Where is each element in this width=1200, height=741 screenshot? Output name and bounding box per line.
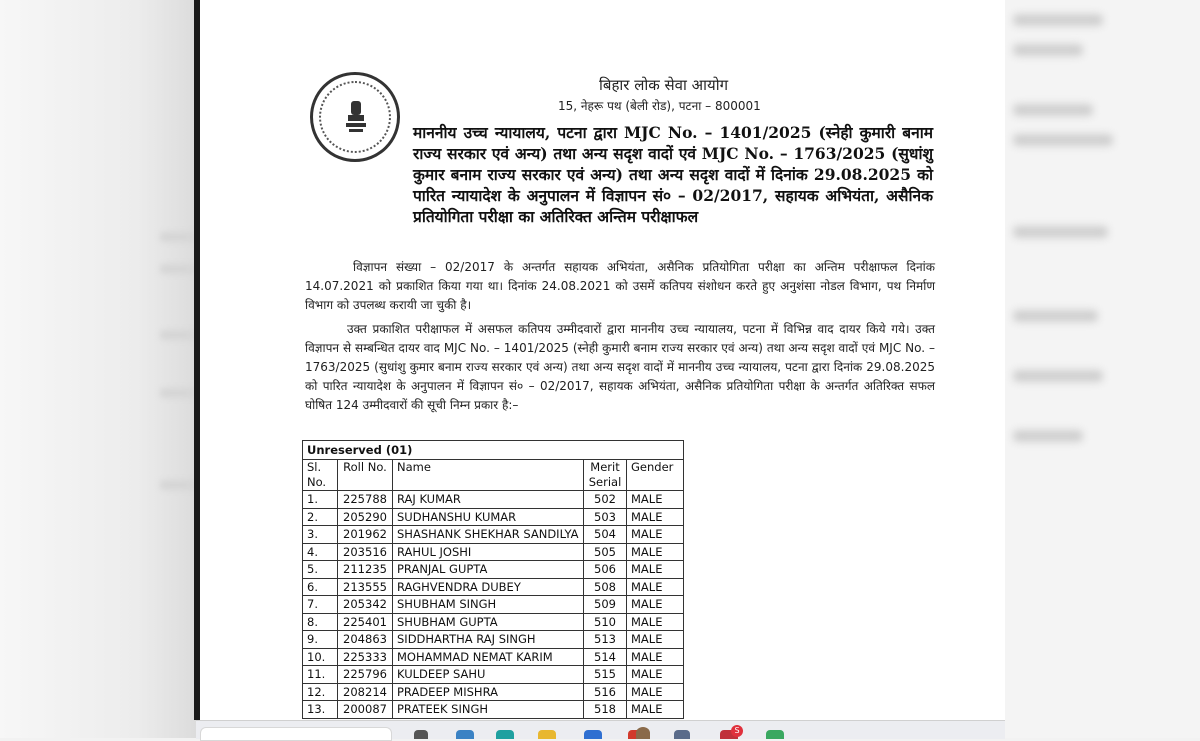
notification-badge: S <box>731 725 743 737</box>
document-page <box>200 0 1005 720</box>
cell-merit-serial: 513 <box>584 631 627 649</box>
cell-merit-serial: 515 <box>584 666 627 684</box>
blurred-text <box>160 232 196 242</box>
table-row <box>303 578 684 596</box>
blurred-text <box>1013 430 1083 442</box>
results-table <box>302 440 684 719</box>
cell-merit-serial: 505 <box>584 543 627 561</box>
table-row <box>303 683 684 701</box>
organization-address: 15, नेहरू पथ (बेली रोड), पटना – 800001 <box>558 99 761 113</box>
profile-avatar-icon[interactable] <box>636 727 650 739</box>
cell-name: SHUBHAM SINGH <box>393 596 584 614</box>
cell-sl: 2. <box>303 508 338 526</box>
table-row <box>303 596 684 614</box>
cell-merit-serial: 516 <box>584 683 627 701</box>
cell-roll-no: 200087 <box>338 701 393 719</box>
blurred-text <box>160 330 196 340</box>
cell-roll-no: 205342 <box>338 596 393 614</box>
cell-roll-no: 204863 <box>338 631 393 649</box>
col-header-name: Name <box>393 460 584 491</box>
blurred-text <box>160 388 196 398</box>
cell-sl: 10. <box>303 648 338 666</box>
cell-roll-no: 211235 <box>338 561 393 579</box>
cell-roll-no: 213555 <box>338 578 393 596</box>
table-row <box>303 526 684 544</box>
blurred-text <box>160 264 196 274</box>
cell-name: PRATEEK SINGH <box>393 701 584 719</box>
cell-gender: MALE <box>627 491 684 509</box>
cell-sl: 8. <box>303 613 338 631</box>
cell-gender: MALE <box>627 578 684 596</box>
background-left-blur <box>0 0 196 738</box>
cell-sl: 6. <box>303 578 338 596</box>
cell-name: MOHAMMAD NEMAT KARIM <box>393 648 584 666</box>
cell-roll-no: 201962 <box>338 526 393 544</box>
document-heading: माननीय उच्च न्यायालय, पटना द्वारा MJC No. – 1401/2025 (स्नेही कुमारी बनाम राज्य सरकार एवं अन्य) तथा अन्य सदृश वादों एवं MJC No. – 1763/2025 (सुधांशु कुमार बनाम राज्य सरकार एवं अन्य) तथा अन्य सदृश वादों में दिनांक 29.08.2025 को पारित न्यायादेश के अनुपालन में विज्ञापन सं० – 02/2017, सहायक अभियंता, असैनिक प्रतियोगिता परीक्षा का अतिरिक्त अन्तिम परीक्षाफल <box>413 123 933 226</box>
cell-merit-serial: 502 <box>584 491 627 509</box>
cell-roll-no: 208214 <box>338 683 393 701</box>
emblem-icon <box>343 97 369 137</box>
cell-gender: MALE <box>627 526 684 544</box>
header-row <box>303 460 684 491</box>
cell-name: SUDHANSHU KUMAR <box>393 508 584 526</box>
cell-name: RAGHVENDRA DUBEY <box>393 578 584 596</box>
table-row <box>303 508 684 526</box>
blurred-text <box>1013 14 1103 26</box>
table-row <box>303 648 684 666</box>
cell-name: SHUBHAM GUPTA <box>393 613 584 631</box>
table-row <box>303 701 684 719</box>
category-label: Unreserved (01) <box>303 441 684 460</box>
cell-name: RAJ KUMAR <box>393 491 584 509</box>
blurred-text <box>1013 134 1113 146</box>
cell-sl: 12. <box>303 683 338 701</box>
background-right-blur <box>1005 0 1200 738</box>
blurred-text <box>160 480 196 490</box>
blurred-text <box>1013 104 1093 116</box>
cell-merit-serial: 506 <box>584 561 627 579</box>
cell-sl: 4. <box>303 543 338 561</box>
table-row <box>303 666 684 684</box>
cell-sl: 11. <box>303 666 338 684</box>
table-row <box>303 631 684 649</box>
cell-roll-no: 203516 <box>338 543 393 561</box>
cell-merit-serial: 510 <box>584 613 627 631</box>
paragraph-2: उक्त प्रकाशित परीक्षाफल में असफल कतिपय उम्मीदवारों द्वारा माननीय उच्च न्यायालय, पटना में विभिन्न वाद दायर किये गये। उक्त विज्ञापन से सम्बन्धित दायर वाद MJC No. – 1401/2025 (स्नेही कुमारी बनाम राज्य सरकार एवं अन्य) तथा अन्य सदृश वादों एवं MJC No. – 1763/2025 (सुधांशु कुमार बनाम राज्य सरकार एवं अन्य) तथा अन्य सदृश वादों में माननीय उच्च न्यायालय, पटना द्वारा दिनांक 29.08.2025 को पारित न्यायादेश के अनुपालन में विज्ञापन सं० – 02/2017, सहायक अभियंता, असैनिक प्रतियोगिता परीक्षा के अन्तर्गत अतिरिक्त सफल घोषित 124 उम्मीदवारों की सूची निम्न प्रकार है:– <box>305 322 935 412</box>
cell-roll-no: 225796 <box>338 666 393 684</box>
taskbar-search-box[interactable] <box>200 727 392 741</box>
blurred-text <box>1013 310 1098 322</box>
cell-gender: MALE <box>627 561 684 579</box>
cell-gender: MALE <box>627 508 684 526</box>
cell-name: RAHUL JOSHI <box>393 543 584 561</box>
cell-gender: MALE <box>627 701 684 719</box>
cell-merit-serial: 504 <box>584 526 627 544</box>
cell-name: SIDDHARTHA RAJ SINGH <box>393 631 584 649</box>
paragraph-1: विज्ञापन संख्या – 02/2017 के अन्तर्गत सहायक अभियंता, असैनिक प्रतियोगिता परीक्षा का अन्तिम परीक्षाफल दिनांक 14.07.2021 को प्रकाशित किया गया था। दिनांक 24.08.2021 को उसमें कतिपय संशोधन करते हुए अनुशंसा नोडल विभाग, पथ निर्माण विभाग को उपलब्ध करायी जा चुकी है। <box>305 260 935 312</box>
blurred-text <box>1013 44 1083 56</box>
table-row <box>303 491 684 509</box>
cell-gender: MALE <box>627 648 684 666</box>
cell-sl: 13. <box>303 701 338 719</box>
taskbar <box>196 720 1005 739</box>
table-row <box>303 561 684 579</box>
cell-roll-no: 225788 <box>338 491 393 509</box>
col-header-merit: Merit Serial <box>584 460 627 491</box>
cell-gender: MALE <box>627 543 684 561</box>
cell-sl: 5. <box>303 561 338 579</box>
cell-gender: MALE <box>627 631 684 649</box>
cell-roll-no: 205290 <box>338 508 393 526</box>
col-header-roll: Roll No. <box>338 460 393 491</box>
cell-name: KULDEEP SAHU <box>393 666 584 684</box>
cell-sl: 7. <box>303 596 338 614</box>
bpsc-seal-logo <box>310 72 400 162</box>
cell-name: PRANJAL GUPTA <box>393 561 584 579</box>
cell-roll-no: 225401 <box>338 613 393 631</box>
table-row <box>303 613 684 631</box>
cell-roll-no: 225333 <box>338 648 393 666</box>
cell-merit-serial: 503 <box>584 508 627 526</box>
cell-merit-serial: 518 <box>584 701 627 719</box>
cell-name: PRADEEP MISHRA <box>393 683 584 701</box>
cell-merit-serial: 514 <box>584 648 627 666</box>
cell-gender: MALE <box>627 613 684 631</box>
organization-name: बिहार लोक सेवा आयोग <box>599 76 729 94</box>
blurred-text <box>1013 370 1103 382</box>
cell-sl: 9. <box>303 631 338 649</box>
blurred-text <box>1013 226 1108 238</box>
category-row <box>303 441 684 460</box>
cell-sl: 3. <box>303 526 338 544</box>
table-row <box>303 543 684 561</box>
col-header-gender: Gender <box>627 460 684 491</box>
cell-name: SHASHANK SHEKHAR SANDILYA <box>393 526 584 544</box>
cell-gender: MALE <box>627 596 684 614</box>
cell-merit-serial: 509 <box>584 596 627 614</box>
cell-merit-serial: 508 <box>584 578 627 596</box>
cell-gender: MALE <box>627 683 684 701</box>
cell-gender: MALE <box>627 666 684 684</box>
cell-sl: 1. <box>303 491 338 509</box>
col-header-sl: Sl. No. <box>303 460 338 491</box>
